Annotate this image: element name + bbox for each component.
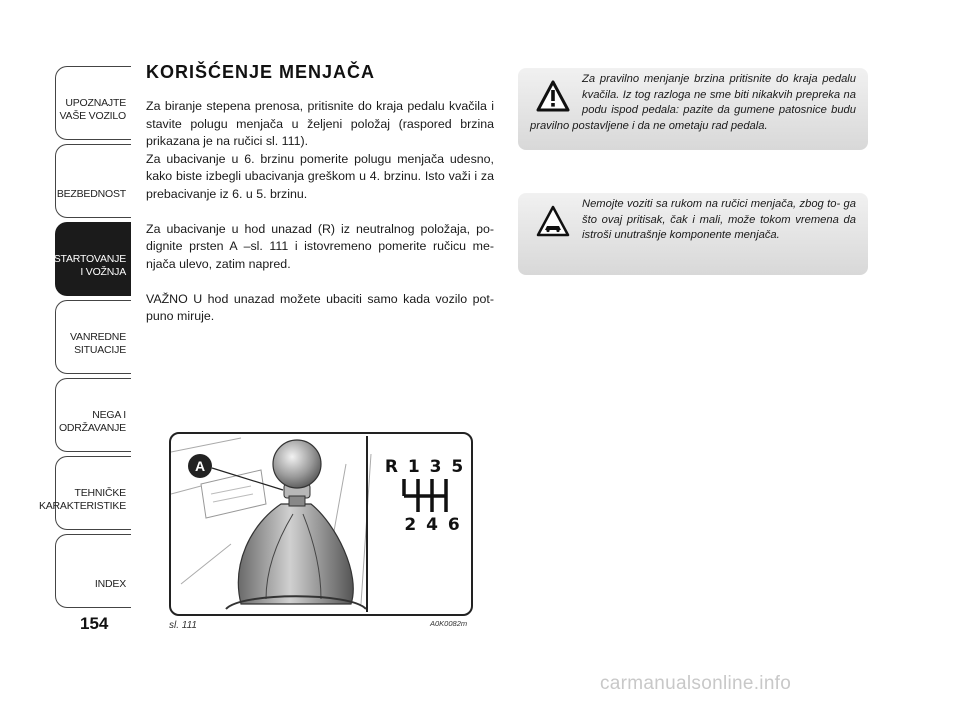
gear-lever-illustration <box>171 434 471 614</box>
tab-vanredne-situacije[interactable] <box>55 300 131 374</box>
paragraph: VAŽNO U hod unazad možete ubaciti samo kada vozilo pot- puno miruje. <box>146 291 494 323</box>
figure-code: A0K0082m <box>430 619 468 628</box>
gear-pattern-top: R 1 3 5 <box>384 457 466 477</box>
tab-startovanje-i-voznja[interactable] <box>55 222 131 296</box>
gear-pattern-icon <box>404 479 446 512</box>
gear-pattern-bottom: 2 4 6 <box>404 515 462 535</box>
warning-triangle-icon <box>536 80 570 112</box>
body-text <box>146 98 494 326</box>
car-damage-warning-icon <box>536 205 570 237</box>
paragraph: Za biranje stepena prenosa, pritisnite do kraja pedalu kvačila i stavite polugu menjača u željeni položaj (raspored brzina prikazana je na ručici sl. 111). <box>146 99 494 148</box>
tab-label: STARTOVANJE I VOŽNJA <box>53 253 126 278</box>
page-number: 154 <box>80 614 109 633</box>
tab-upoznajte-vase-vozilo[interactable] <box>55 66 131 140</box>
tab-nega-i-odrzavanje[interactable] <box>55 378 131 452</box>
warning-box-gear-lever <box>518 193 868 275</box>
watermark: carmanualsonline.info <box>600 673 792 694</box>
tab-label: VANREDNE SITUACIJE <box>70 331 126 356</box>
section-title: KORIŠĆENJE MENJAČA <box>146 62 376 82</box>
gear-lever-figure <box>169 432 473 616</box>
tab-index[interactable] <box>55 534 131 608</box>
warning-text: Za pravilno menjanje brzina pritisnite do kraja pedalu kvačila. Iz tog razloga ne sme biti nikakvih prepreka na podu ispod pedala: pazite da gumene patosnice budu pravilno postavljene i da ne ometaju rad pedala. <box>530 73 856 132</box>
tab-label: TEHNIČKE KARAKTERISTIKE <box>38 487 126 512</box>
tab-bezbednost[interactable] <box>55 144 131 218</box>
tab-label: BEZBEDNOST <box>56 188 126 200</box>
warning-box-clutch <box>518 68 868 150</box>
paragraph: Za ubacivanje u hod unazad (R) iz neutralnog položaja, po- dignite prsten A –sl. 111 i istovremeno pomerite ručicu me- njača ulevo, zatim napred. <box>146 221 494 271</box>
tab-tehnicke-karakteristike[interactable] <box>38 456 131 530</box>
tab-label: NEGA I ODRŽAVANJE <box>58 409 126 434</box>
figure-caption: sl. 111 <box>169 620 197 631</box>
warning-text: Nemojte voziti sa rukom na ručici menjača, zbog to- ga što ovaj pritisak, čak i mali, može tokom vremena da istroši unutrašnje komponente menjača. <box>582 198 856 241</box>
tab-label: INDEX <box>94 578 126 590</box>
tab-label: UPOZNAJTE VAŠE VOZILO <box>59 97 126 122</box>
paragraph: Za ubacivanje u 6. brzinu pomerite polugu menjača udesno, kako biste izbegli ubacivanja greškom u 4. brzinu. Isto važi i za prebacivanje iz 6. u 5. brzinu. <box>146 151 494 201</box>
callout-a-label: A <box>194 458 206 474</box>
